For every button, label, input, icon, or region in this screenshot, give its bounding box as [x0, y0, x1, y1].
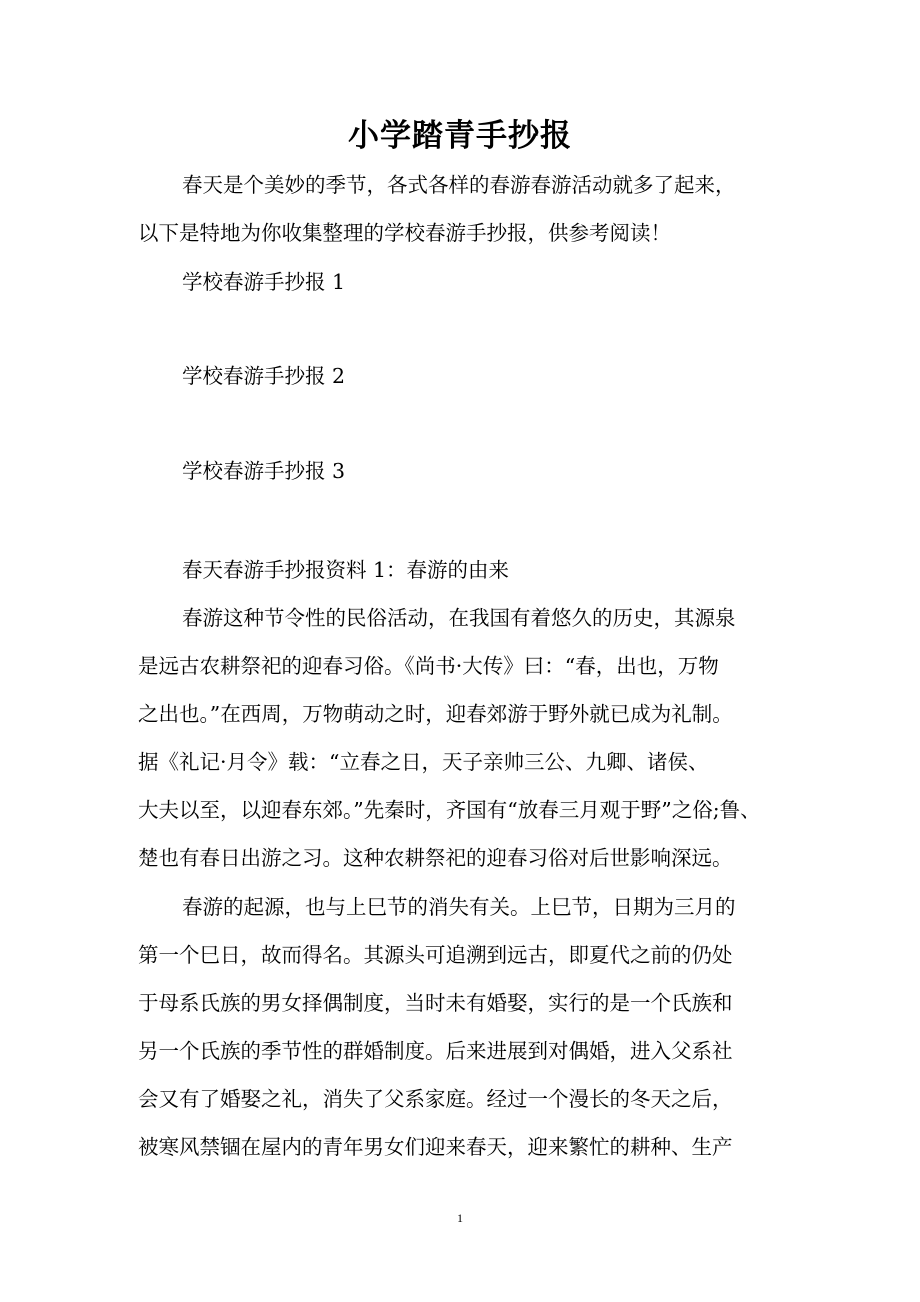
section-heading-2: 学校春游手抄报 2 [182, 364, 346, 388]
paragraph-2-line-3: 于母系氏族的男女择偶制度，当时未有婚娶，实行的是一个氏族和 [138, 991, 733, 1015]
paragraph-1-line-5: 大夫以至，以迎春东郊。”先秦时，齐国有“放春三月观于野”之俗;鲁、 [138, 798, 761, 822]
paragraph-2-line-1: 春游的起源，也与上巳节的消失有关。上巳节，日期为三月的 [182, 895, 736, 919]
paragraph-2-line-5: 会又有了婚娶之礼，消失了父系家庭。经过一个漫长的冬天之后， [138, 1087, 733, 1111]
document-title: 小学踏青手抄报 [348, 118, 572, 154]
section-heading-1: 学校春游手抄报 1 [182, 270, 346, 294]
paragraph-2-line-4: 另一个氏族的季节性的群婚制度。后来进展到对偶婚，进入父系社 [138, 1039, 733, 1063]
paragraph-1-line-4: 据《礼记·月令》载：“立春之日，天子亲帅三公、九卿、诸侯、 [138, 750, 709, 774]
paragraph-1-line-3: 之出也。”在西周，万物萌动之时，迎春郊游于野外就已成为礼制。 [138, 702, 733, 726]
paragraph-1-line-1: 春游这种节令性的民俗活动，在我国有着悠久的历史，其源泉 [182, 606, 736, 630]
intro-line-2: 以下是特地为你收集整理的学校春游手抄报，供参考阅读！ [138, 221, 671, 245]
paragraph-1-line-6: 楚也有春日出游之习。这种农耕祭祀的迎春习俗对后世影响深远。 [138, 846, 733, 870]
paragraph-2-line-2: 第一个巳日，故而得名。其源头可追溯到远古，即夏代之前的仍处 [138, 943, 733, 967]
paragraph-1-line-2: 是远古农耕祭祀的迎春习俗。《尚书·大传》曰：“春，出也，万物 [138, 654, 719, 678]
paragraph-2-line-6: 被寒风禁锢在屋内的青年男女们迎来春天，迎来繁忙的耕种、生产 [138, 1135, 733, 1159]
page-number: 1 [457, 1211, 463, 1225]
section-heading-4: 春天春游手抄报资料 1：春游的由来 [182, 558, 510, 582]
section-heading-3: 学校春游手抄报 3 [182, 459, 346, 483]
intro-line-1: 春天是个美妙的季节，各式各样的春游春游活动就多了起来， [182, 173, 736, 197]
